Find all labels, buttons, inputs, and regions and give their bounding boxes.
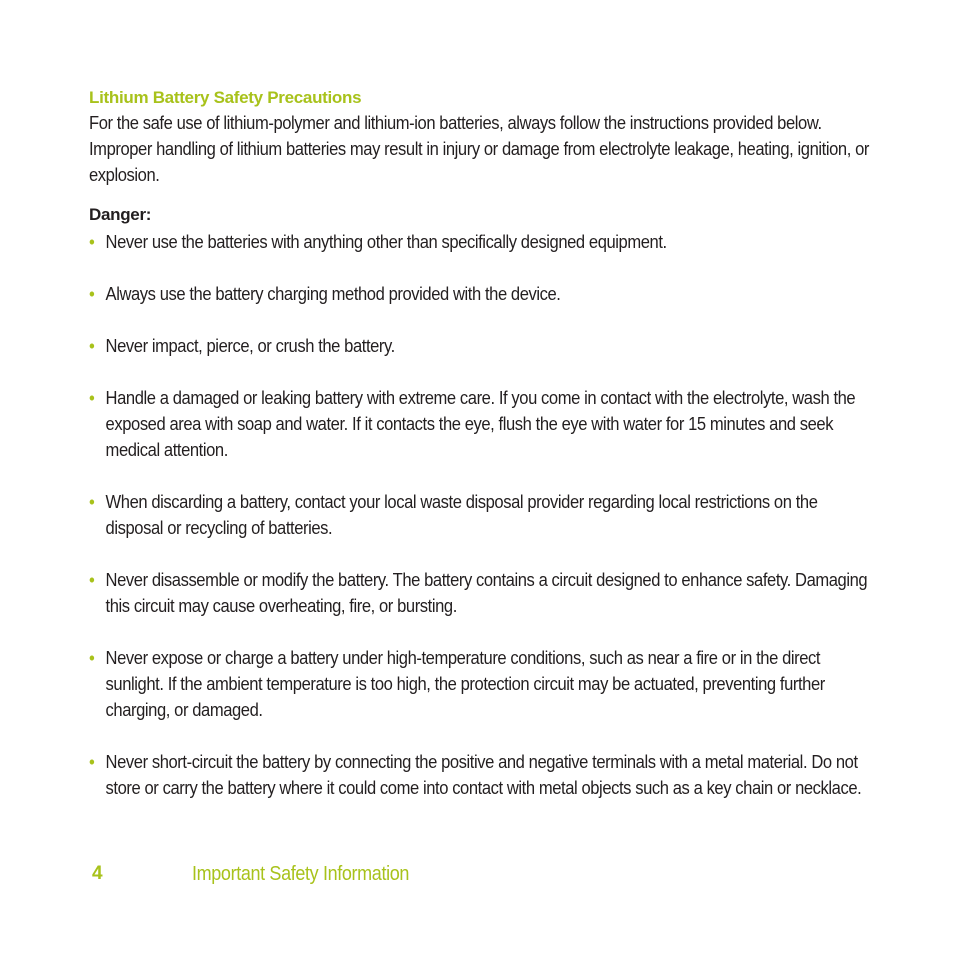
list-item-text: When discarding a battery, contact your local waste disposal provider regarding local restrictions on the disposal or recycling of batteries. bbox=[105, 492, 818, 538]
list-item-text: Always use the battery charging method provided with the device. bbox=[105, 284, 561, 304]
list-item bbox=[89, 229, 869, 255]
bullet-dot-icon: • bbox=[89, 388, 95, 408]
list-item bbox=[89, 645, 869, 723]
bullet-dot-icon: • bbox=[89, 232, 95, 252]
list-item bbox=[89, 385, 869, 463]
list-item bbox=[89, 333, 869, 359]
intro-paragraph: For the safe use of lithium-polymer and lithium-ion batteries, always follow the instructions provided below. Improper handling of lithium batteries may result in injury or damage from electrolyte leakage, heating, ignition, or explosion. bbox=[89, 113, 869, 185]
footer-title: Important Safety Information bbox=[192, 863, 410, 885]
document-body bbox=[89, 86, 869, 827]
list-item-text: Never disassemble or modify the battery. The battery contains a circuit designed to enhance safety. Damaging this circuit may cause overheating, fire, or bursting. bbox=[105, 570, 868, 616]
list-item-text: Never short-circuit the battery by connecting the positive and negative terminals with a metal material. Do not store or carry the battery where it could come into contact with metal objects such as a key chain or necklace. bbox=[105, 752, 862, 798]
list-item bbox=[89, 281, 869, 307]
list-item-text: Never impact, pierce, or crush the battery. bbox=[105, 336, 395, 356]
list-item-text: Never use the batteries with anything other than specifically designed equipment. bbox=[105, 232, 667, 252]
bullet-dot-icon: • bbox=[89, 284, 95, 304]
list-item bbox=[89, 567, 869, 619]
list-item bbox=[89, 749, 869, 801]
bullet-dot-icon: • bbox=[89, 648, 95, 668]
list-item bbox=[89, 489, 869, 541]
bullet-dot-icon: • bbox=[89, 336, 95, 356]
bullet-dot-icon: • bbox=[89, 752, 95, 772]
danger-label: Danger: bbox=[89, 205, 152, 224]
bullet-dot-icon: • bbox=[89, 492, 95, 512]
section-title: Lithium Battery Safety Precautions bbox=[89, 88, 362, 107]
list-item-text: Never expose or charge a battery under high-temperature conditions, such as near a fire or in the direct sunlight. If the ambient temperature is too high, the protection circuit may be actuated, preventing further charging, or damaged. bbox=[105, 648, 825, 720]
danger-list bbox=[89, 229, 869, 801]
list-item-text: Handle a damaged or leaking battery with extreme care. If you come in contact with the electrolyte, wash the exposed area with soap and water. If it contacts the eye, flush the eye with water for 15 minutes and seek medical attention. bbox=[105, 388, 856, 460]
page-footer bbox=[92, 861, 792, 889]
page-number: 4 bbox=[92, 863, 103, 884]
bullet-dot-icon: • bbox=[89, 570, 95, 590]
